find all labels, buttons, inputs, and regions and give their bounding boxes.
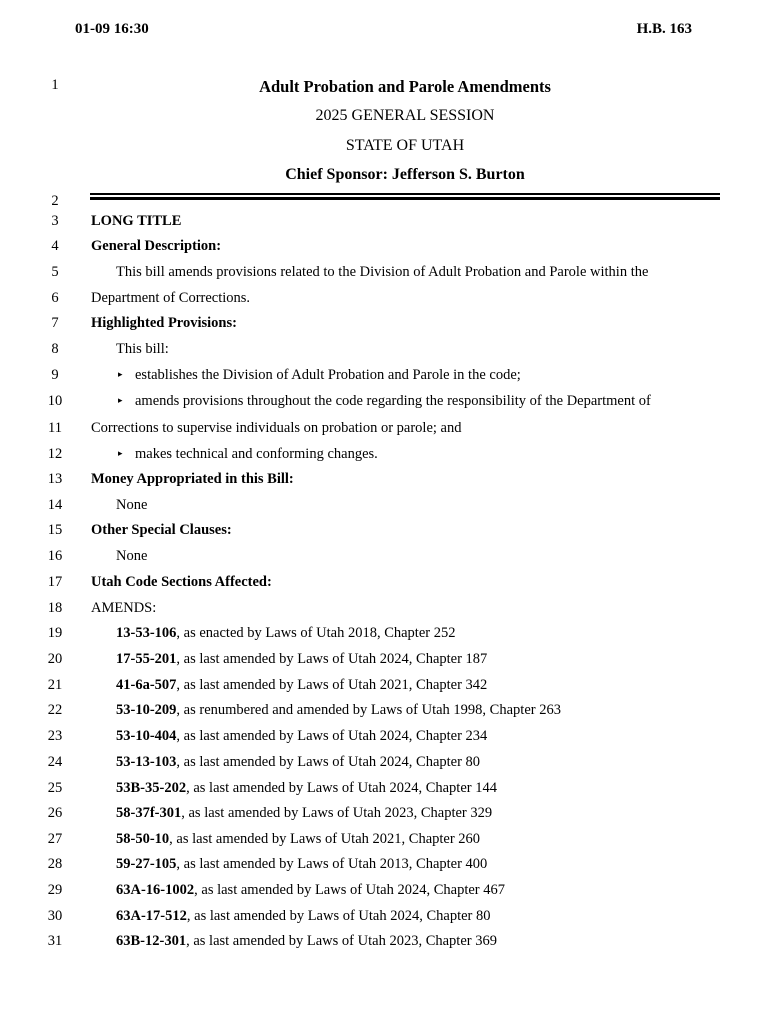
line-number: 11 [48, 420, 62, 436]
line-number: 8 [51, 341, 59, 357]
line-number: 13 [47, 471, 63, 487]
code-sections-heading: Utah Code Sections Affected: [91, 574, 272, 590]
code-section-description: , as last amended by Laws of Utah 2023, Chapter 329 [181, 805, 493, 821]
code-section-entry [116, 625, 455, 642]
highlighted-provisions-heading: Highlighted Provisions: [91, 315, 237, 331]
line-number: 6 [51, 290, 59, 306]
code-section-number: 53B-35-202 [116, 780, 187, 796]
provision-bullet [118, 446, 378, 463]
state-label: STATE OF UTAH [345, 137, 465, 154]
line-number: 22 [47, 702, 63, 718]
code-section-number: 59-27-105 [116, 856, 177, 872]
code-section-entry [116, 856, 487, 873]
header-bill-number: H.B. 163 [636, 21, 692, 37]
line-number: 5 [51, 264, 59, 280]
code-section-description: , as last amended by Laws of Utah 2024, Chapter 467 [194, 882, 506, 898]
chief-sponsor: Chief Sponsor: Jefferson S. Burton [285, 166, 525, 183]
line-number: 26 [47, 805, 63, 821]
line-number: 17 [47, 574, 63, 590]
code-section-entry [116, 933, 497, 950]
line-number: 7 [51, 315, 59, 331]
line-number: 14 [47, 497, 63, 513]
code-section-entry [116, 882, 505, 899]
line-number: 24 [47, 754, 63, 770]
code-section-entry [116, 754, 480, 771]
general-description-text-continued: Department of Corrections. [91, 290, 251, 306]
line-number: 4 [51, 238, 59, 254]
code-section-entry [116, 702, 561, 719]
line-number: 15 [47, 522, 63, 538]
line-number: 25 [47, 780, 63, 796]
money-appropriated-value: None [116, 497, 148, 513]
code-section-description: , as last amended by Laws of Utah 2021, Chapter 342 [176, 677, 488, 693]
code-section-number: 63B-12-301 [116, 933, 187, 949]
code-section-number: 53-13-103 [116, 754, 177, 770]
code-section-number: 58-50-10 [116, 831, 170, 847]
code-section-description: , as last amended by Laws of Utah 2023, Chapter 369 [186, 933, 497, 949]
bullet-marker-icon: ▸ [118, 448, 123, 458]
special-clauses-heading: Other Special Clauses: [91, 522, 232, 538]
general-description-heading: General Description: [91, 238, 222, 254]
provision-text: establishes the Division of Adult Probation and Parole in the code; [135, 367, 521, 383]
general-description-text: This bill amends provisions related to the Division of Adult Probation and Parole within the [116, 264, 649, 280]
code-section-entry [116, 831, 480, 848]
special-clauses-value: None [116, 548, 148, 564]
code-section-description: , as last amended by Laws of Utah 2024, Chapter 80 [176, 754, 481, 770]
code-section-entry [116, 651, 487, 668]
line-number: 2 [51, 193, 59, 209]
bullet-marker-icon: ▸ [118, 369, 123, 379]
provision-bullet [118, 393, 651, 410]
line-number: 10 [47, 393, 63, 409]
this-bill-label: This bill: [116, 341, 169, 357]
code-section-number: 17-55-201 [116, 651, 177, 667]
code-section-entry [116, 908, 491, 925]
line-number: 18 [47, 600, 63, 616]
code-section-description: , as last amended by Laws of Utah 2024, Chapter 80 [186, 908, 491, 924]
line-number: 23 [47, 728, 63, 744]
line-number: 1 [51, 77, 59, 93]
title-rule-bottom [90, 197, 720, 200]
provision-text: makes technical and conforming changes. [135, 446, 378, 462]
bullet-marker-icon: ▸ [118, 395, 123, 405]
code-section-description: , as last amended by Laws of Utah 2024, Chapter 187 [176, 651, 488, 667]
line-number: 20 [47, 651, 63, 667]
line-number: 16 [47, 548, 63, 564]
line-number: 30 [47, 908, 63, 924]
code-section-description: , as last amended by Laws of Utah 2024, Chapter 234 [176, 728, 488, 744]
bill-title: Adult Probation and Parole Amendments [259, 77, 551, 96]
line-number: 28 [47, 856, 63, 872]
title-rule-top [90, 193, 720, 195]
line-number: 19 [47, 625, 63, 641]
code-section-description: , as enacted by Laws of Utah 2018, Chapter 252 [176, 625, 456, 641]
code-section-description: , as last amended by Laws of Utah 2013, Chapter 400 [176, 856, 488, 872]
long-title-heading: LONG TITLE [91, 213, 182, 229]
code-section-entry [116, 728, 487, 745]
code-section-description: , as last amended by Laws of Utah 2021, Chapter 260 [169, 831, 481, 847]
amends-label: AMENDS: [91, 600, 157, 616]
code-section-entry [116, 780, 497, 797]
line-number: 12 [47, 446, 63, 462]
code-section-description: , as last amended by Laws of Utah 2024, Chapter 144 [186, 780, 497, 796]
code-section-number: 13-53-106 [116, 625, 177, 641]
line-number: 9 [51, 367, 59, 383]
line-number: 31 [47, 933, 63, 949]
provision-text: amends provisions throughout the code regarding the responsibility of the Department of [135, 393, 651, 409]
code-section-entry [116, 805, 492, 822]
line-number: 27 [47, 831, 63, 847]
provision-text-continued: Corrections to supervise individuals on probation or parole; and [91, 420, 462, 436]
provision-bullet [118, 367, 521, 384]
line-number: 29 [47, 882, 63, 898]
code-section-number: 58-37f-301 [116, 805, 182, 821]
code-section-number: 63A-17-512 [116, 908, 187, 924]
session-label: 2025 GENERAL SESSION [315, 107, 495, 124]
line-number: 3 [51, 213, 59, 229]
code-section-number: 53-10-209 [116, 702, 177, 718]
code-section-number: 63A-16-1002 [116, 882, 195, 898]
money-appropriated-heading: Money Appropriated in this Bill: [91, 471, 294, 487]
code-section-description: , as renumbered and amended by Laws of Utah 1998, Chapter 263 [176, 702, 561, 718]
code-section-entry [116, 677, 487, 694]
code-section-number: 41-6a-507 [116, 677, 177, 693]
code-section-number: 53-10-404 [116, 728, 177, 744]
line-number: 21 [47, 677, 63, 693]
header-timestamp: 01-09 16:30 [75, 21, 149, 37]
